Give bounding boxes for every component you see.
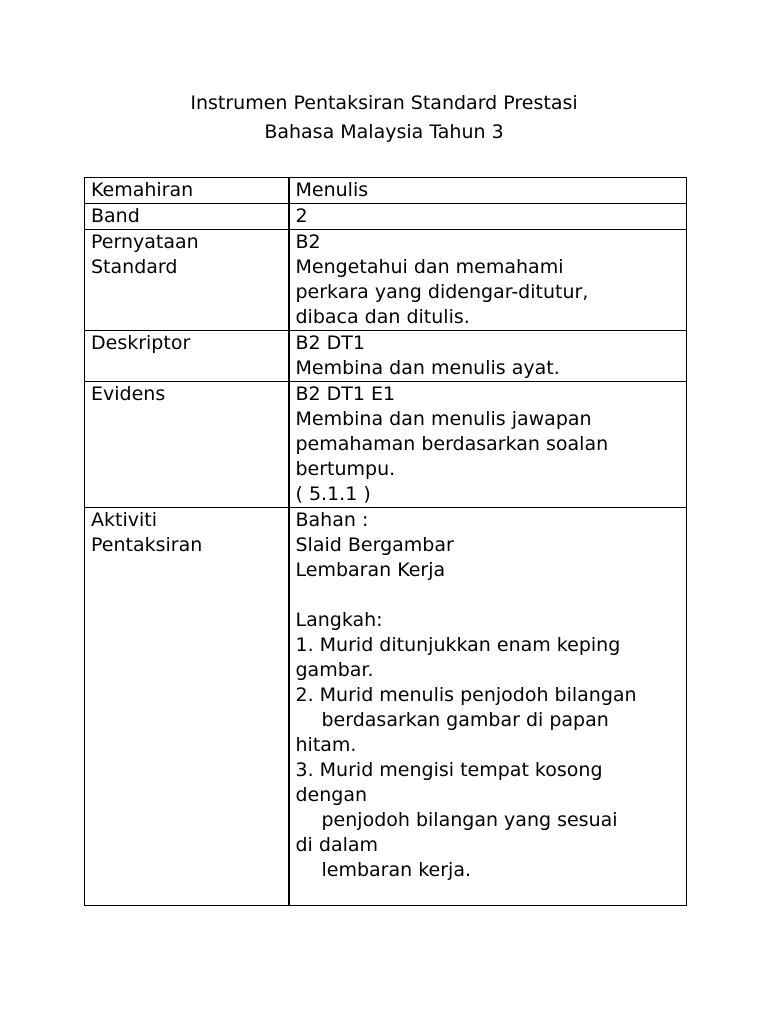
cell-line: Aktiviti	[91, 509, 157, 531]
cell-line: 1. Murid ditunjukkan enam keping	[295, 634, 621, 656]
table-row-kemahiran	[85, 178, 687, 204]
value-cell-evidens	[289, 382, 687, 508]
cell-line: Lembaran Kerja	[295, 559, 446, 581]
cell-line: 3. Murid mengisi tempat kosong	[295, 759, 603, 781]
cell-line: bertumpu.	[295, 458, 396, 480]
cell-line: Slaid Bergambar	[295, 534, 454, 556]
cell-line: dengan	[295, 784, 368, 806]
label-cell-deskriptor	[85, 331, 289, 382]
cell-line: Membina dan menulis ayat.	[295, 357, 560, 379]
assessment-table	[84, 177, 687, 906]
cell-line: di dalam	[295, 834, 379, 856]
value-cell-kemahiran	[289, 178, 687, 204]
table-row-evidens	[85, 382, 687, 508]
cell-line: pemahaman berdasarkan soalan	[295, 433, 609, 455]
value-cell-aktiviti-pentaksiran	[289, 508, 687, 906]
cell-line: 2	[295, 205, 308, 227]
cell-line: Menulis	[295, 179, 369, 201]
cell-line: Band	[91, 205, 140, 227]
cell-line: Bahan :	[295, 509, 369, 531]
table-row-aktiviti-pentaksiran	[85, 508, 687, 906]
cell-line: berdasarkan gambar di papan	[321, 709, 609, 731]
table-row-band	[85, 204, 687, 230]
cell-line: ( 5.1.1 )	[295, 483, 371, 505]
label-cell-kemahiran	[85, 178, 289, 204]
cell-line: B2 DT1	[295, 332, 365, 354]
title-line-2: Bahasa Malaysia Tahun 3	[264, 121, 504, 143]
table-row-deskriptor	[85, 331, 687, 382]
label-cell-pernyataan-standard	[85, 230, 289, 331]
label-cell-aktiviti-pentaksiran	[85, 508, 289, 906]
cell-line: hitam.	[295, 734, 357, 756]
cell-line: B2 DT1 E1	[295, 383, 396, 405]
cell-line: Membina dan menulis jawapan	[295, 408, 592, 430]
cell-line: Deskriptor	[91, 332, 191, 354]
cell-line: gambar.	[295, 659, 374, 681]
label-cell-band	[85, 204, 289, 230]
cell-line: B2	[295, 231, 321, 253]
cell-line: Standard	[91, 256, 178, 278]
value-cell-deskriptor	[289, 331, 687, 382]
cell-line: perkara yang didengar-ditutur,	[295, 281, 589, 303]
table-row-pernyataan-standard	[85, 230, 687, 331]
document-title	[0, 89, 768, 147]
label-cell-evidens	[85, 382, 289, 508]
cell-line: penjodoh bilangan yang sesuai	[321, 809, 618, 831]
cell-line: 2. Murid menulis penjodoh bilangan	[295, 684, 637, 706]
cell-line: Mengetahui dan memahami	[295, 256, 564, 278]
cell-line: Evidens	[91, 383, 166, 405]
cell-line: Pernyataan	[91, 231, 199, 253]
cell-line: Pentaksiran	[91, 534, 203, 556]
cell-line: Kemahiran	[91, 179, 194, 201]
title-line-1: Instrumen Pentaksiran Standard Prestasi	[190, 92, 578, 114]
cell-line: Langkah:	[295, 609, 383, 631]
value-cell-pernyataan-standard	[289, 230, 687, 331]
cell-line	[296, 583, 687, 608]
value-cell-band	[289, 204, 687, 230]
cell-line: lembaran kerja.	[321, 859, 472, 881]
cell-line: dibaca dan ditulis.	[295, 306, 470, 328]
